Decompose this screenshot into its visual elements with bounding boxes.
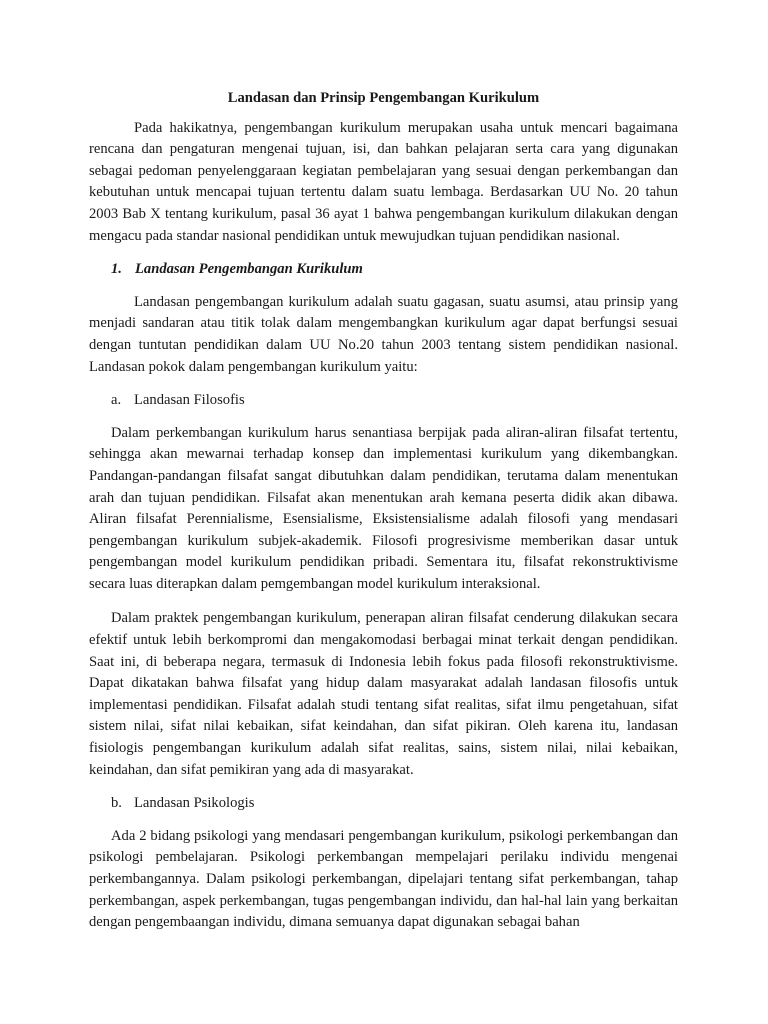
subsection-a-letter: a. — [111, 392, 122, 409]
subsection-b-letter: b. — [111, 795, 122, 812]
intro-paragraph: Pada hakikatnya, pengembangan kurikulum merupakan usaha untuk mencari bagaimana rencana dan pengaturan mengenai tujuan, isi, dan bahkan pelajaran serta cara yang digunakan sebagai pedoman penyelenggaraan kegiatan pembelajaran yang sesuai dengan perkembangan dan kebutuhan untuk mencapai tujuan tertentu dalam suatu lembaga. Berdasarkan UU No. 20 tahun 2003 Bab X tentang kurikulum, pasal 36 ayat 1 bahwa pengembangan kurikulum dilakukan dengan mengacu pada standar nasional pendidikan untuk mewujudkan tujuan pendidikan nasional. — [89, 119, 678, 244]
subsection-a-paragraph-2: Dalam praktek pengembangan kurikulum, penerapan aliran filsafat cenderung dilakukan secara efektif untuk lebih berkompromi dan mengakomodasi berbagai minat terkait dengan pendidikan. Saat ini, di beberapa negara, termasuk di Indonesia lebih fokus pada filosofi rekonstruktivisme. Dapat dikatakan bahwa filsafat yang hidup dalam masyarakat adalah landasan filosofis untuk implementasi pendidikan. Filsafat adalah studi tentang sifat realitas, sifat ilmu pengetahuan, sifat sistem nilai, sifat nilai kebaikan, sifat keindahan, dan sifat pikiran. Oleh karena itu, landasan fisiologis pengembangan kurikulum adalah sifat realitas, sains, sistem nilai, nilai kebaikan, keindahan, dan sifat pemikiran yang ada di masyarakat. — [89, 610, 678, 778]
subsection-b-heading — [111, 793, 678, 815]
subsection-b-title: Landasan Psikologis — [134, 795, 255, 812]
subsection-b-paragraph-1: Ada 2 bidang psikologi yang mendasari pengembangan kurikulum, psikologi perkembangan dan psikologi pembelajaran. Psikologi perkembangan mempelajari perilaku individu mengenai perkembangannya. Dalam psikologi perkembangan, dipelajari tentang sifat perkembangan, tahap perkembangan, aspek perkembangan, tugas pengembangan individu, dan hal-hal lain yang berkaitan dengan pengembaangan individu, dimana semuanya dapat digunakan sebagai bahan — [89, 827, 678, 931]
section-1-paragraph: Landasan pengembangan kurikulum adalah suatu gagasan, suatu asumsi, atau prinsip yang menjadi sandaran atau titik tolak dalam mengembangkan kurikulum agar dapat berfungsi sesuai dengan tuntutan pendidikan dalam UU No.20 tahun 2003 tentang sistem pendidikan nasional. Landasan pokok dalam pengembangan kurikulum yaitu: — [89, 293, 678, 375]
subsection-a-heading — [111, 390, 678, 412]
paragraph-gap — [89, 595, 678, 608]
section-1-title: Landasan Pengembangan Kurikulum — [135, 261, 363, 278]
section-1-number: 1. — [111, 261, 122, 278]
document-title: Landasan dan Prinsip Pengembangan Kurikulum — [227, 90, 540, 106]
subsection-a-title: Landasan Filosofis — [134, 392, 245, 409]
subsection-a-paragraph-1: Dalam perkembangan kurikulum harus senantiasa berpijak pada aliran-aliran filsafat tertentu, sehingga akan mewarnai terhadap konsep dan implementasi kurikulum yang dikembangkan. Pandangan-pandangan filsafat sangat dibutuhkan dalam pendidikan, terutama dalam menentukan arah dan tujuan pendidikan. Filsafat akan menentukan arah kemana peserta didik akan dibawa. Aliran filsafat Perennialisme, Esensialisme, Eksistensialisme adalah filosofi yang mendasari pengembangan kurikulum subjek-akademik. Filosofi progresivisme memberikan dasar untuk pengembangan model kurikulum pendidikan pribadi. Sementara itu, filsafat rekonstruktivisme secara luas diterapkan dalam pemgembangan model kurikulum interaksional. — [89, 424, 678, 592]
section-1-heading — [111, 259, 678, 281]
document-page — [89, 88, 678, 934]
